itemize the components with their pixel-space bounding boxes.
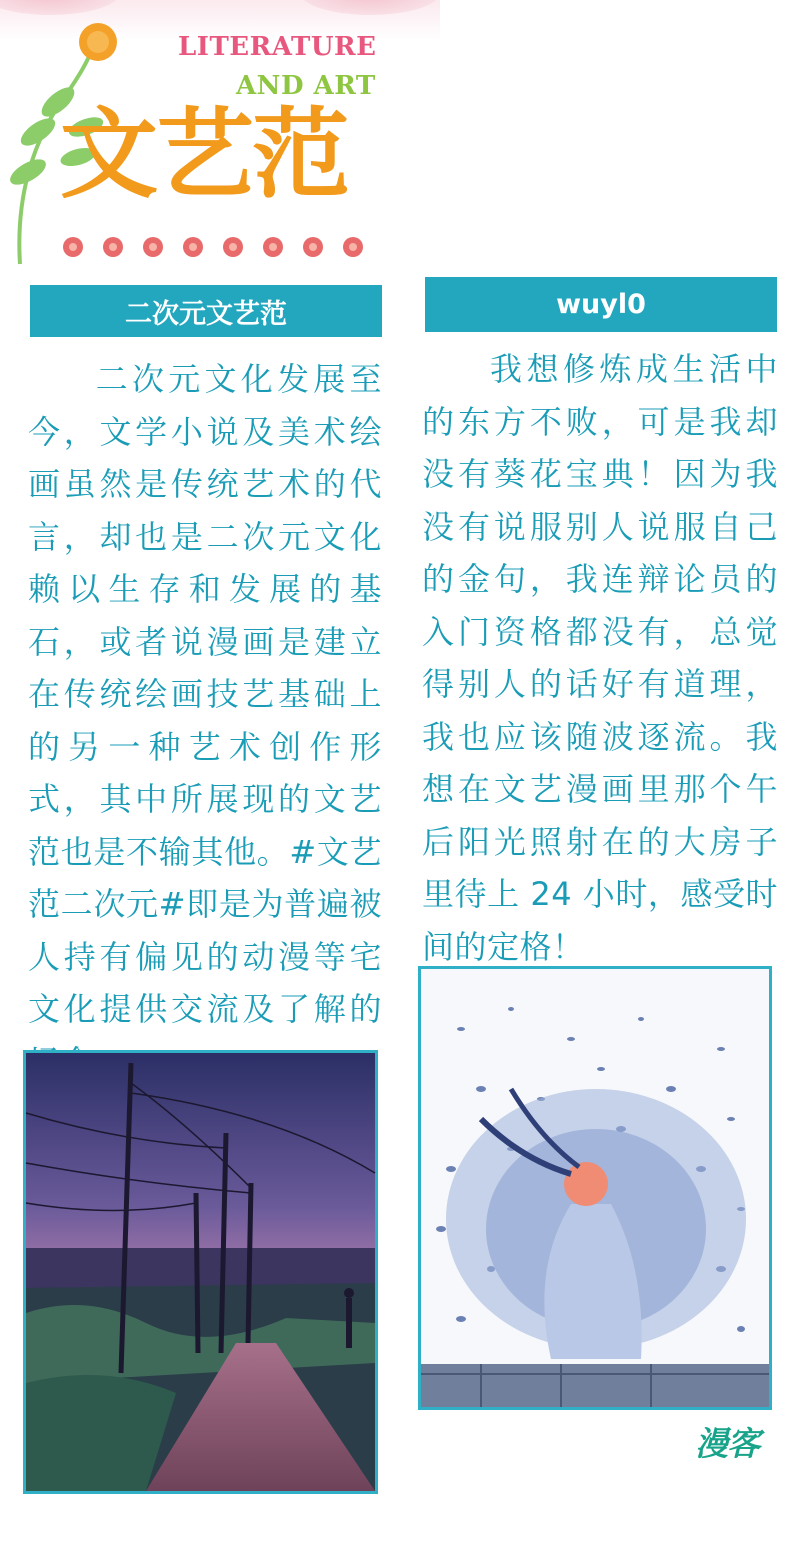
english-title-line2: AND ART [236,71,376,101]
girl-in-wind-illustration [418,966,772,1410]
left-column-body: 二次元文化发展至今，文学小说及美术绘画虽然是传统艺术的代言，却也是二次元文化赖以生存和发展的基石，或者说漫画是建立在传统绘画技艺基础上的另一种艺术创作形式，其中所展现的文艺范也是不输其他。#文艺范二次元#即是为普遍被人持有偏见的动漫等宅文化提供交流及了解的 [28,360,382,1028]
left-column-heading: 二次元文艺范 [30,285,382,337]
flower-row-decoration [58,232,378,262]
page-title: 文艺范 [60,98,349,212]
right-column-body: 我想修炼成生活中的东方不败，可是我却没有葵花宝典！因为我没有说服别人说服自己的金句，我连辩论员的入门资格都没有，总觉得别人的话好有道理，我也应该随波逐流。我想在文艺漫画里那个午后阳光照射在的大房子里待上 24 小时，感受时间的定格！ [422,350,778,966]
anime-street-illustration [23,1050,378,1494]
english-title-line1: LITERATURE [178,32,377,62]
brand-logo: 漫客 [695,1424,759,1463]
right-column-heading: wuyl0 [425,277,777,332]
